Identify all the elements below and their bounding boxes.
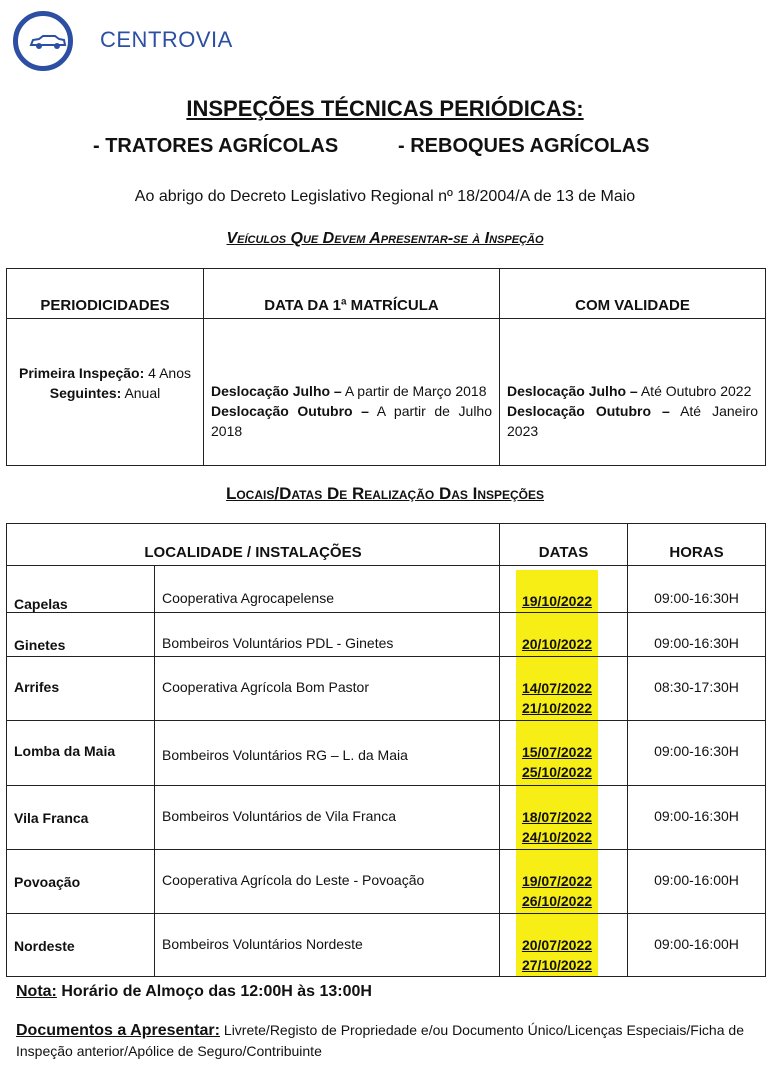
documents-note [16, 1020, 744, 1062]
inspection-date: 20/10/2022 [521, 636, 593, 652]
horas-label: 09:00-16:30H [654, 743, 739, 759]
first-inspection-value: 4 Anos [148, 365, 191, 381]
matricula-outubro [211, 401, 492, 441]
localidade-label: Povoação [14, 874, 81, 890]
horas-cell [627, 785, 766, 850]
instalacao-label: Cooperativa Agrícola Bom Pastor [162, 679, 369, 695]
header-localidade [6, 523, 500, 566]
validade-outubro-label: Deslocação Outubro – [507, 403, 670, 419]
inspection-date: 14/07/2022 [521, 680, 593, 696]
localidade-cell [6, 656, 155, 721]
horas-cell [627, 720, 766, 786]
instalacao-label: Cooperativa Agrocapelense [162, 590, 335, 606]
instalacao-label: Bombeiros Voluntários de Vila Franca [162, 808, 396, 824]
instalacao-label: Bombeiros Voluntários PDL - Ginetes [162, 635, 394, 651]
header-datas [499, 523, 628, 566]
inspection-date: 18/07/2022 [521, 809, 593, 825]
localidade-cell [6, 612, 155, 657]
instalacao-cell [154, 849, 500, 914]
note-label: Nota: [16, 983, 57, 1000]
localidade-label: Lomba da Maia [14, 743, 116, 759]
localidade-cell [6, 849, 155, 914]
header-periodicidades [6, 268, 204, 319]
first-inspection-label: Primeira Inspeção: [19, 365, 145, 381]
header-matricula [203, 268, 500, 319]
note-text: Horário de Almoço das 12:00H às 13:00H [61, 983, 372, 1000]
section-vehicles-title: Veículos Que Devem Apresentar-se à Inspeção [226, 230, 544, 247]
instalacao-cell [154, 656, 500, 721]
header-label: DATA DA 1ª MATRÍCULA [264, 297, 439, 314]
decree-text: Ao abrigo do Decreto Legislativo Regional nº 18/2004/A de 13 de Maio [134, 188, 636, 205]
inspection-date: 19/10/2022 [521, 593, 593, 609]
horas-label: 08:30-17:30H [654, 679, 739, 695]
next-inspection-value: Anual [124, 385, 161, 401]
validade-cell [499, 318, 766, 466]
horas-cell [627, 565, 766, 613]
localidade-label: Arrifes [14, 679, 60, 695]
matricula-julho [211, 381, 492, 401]
matricula-cell [203, 318, 500, 466]
lunch-note [16, 983, 372, 1001]
car-icon [29, 34, 67, 50]
horas-label: 09:00-16:30H [654, 635, 739, 651]
documents-text: Livrete/Registo de Propriedade e/ou Documento Único/Licenças Especiais/Ficha de Inspeção anterior/Apólice de Seguro/Contribuinte [16, 1022, 744, 1059]
validade-outubro [507, 401, 758, 441]
validade-julho-label: Deslocação Julho – [507, 383, 638, 399]
inspection-date: 19/07/2022 [521, 873, 593, 889]
horas-cell [627, 656, 766, 721]
inspection-date: 15/07/2022 [521, 744, 593, 760]
horas-label: 09:00-16:00H [654, 872, 739, 888]
instalacao-cell [154, 720, 500, 786]
localidade-label: Capelas [14, 596, 68, 612]
header-label: LOCALIDADE / INSTALAÇÕES [144, 544, 362, 561]
inspection-date: 26/10/2022 [521, 893, 593, 909]
header-label: DATAS [538, 544, 589, 561]
header-horas [627, 523, 766, 566]
localidade-cell [6, 720, 155, 786]
inspection-date: 20/07/2022 [521, 937, 593, 953]
subtitle-tratores: - TRATORES AGRÍCOLAS [93, 135, 339, 157]
brand-name: CENTROVIA [100, 27, 233, 52]
inspection-date: 21/10/2022 [521, 700, 593, 716]
horas-cell [627, 612, 766, 657]
section-locations-title: Locais/Datas De Realização Das Inspeções [225, 484, 545, 503]
brand-logo [13, 11, 73, 71]
localidade-cell [6, 785, 155, 850]
instalacao-cell [154, 612, 500, 657]
subtitle-reboques: - REBOQUES AGRÍCOLAS [398, 135, 650, 157]
documents-label: Documentos a Apresentar: [16, 1022, 220, 1039]
instalacao-cell [154, 785, 500, 850]
inspection-date: 24/10/2022 [521, 829, 593, 845]
localidade-label: Vila Franca [14, 810, 89, 826]
validade-outubro-value: Até Janeiro 2023 [507, 403, 758, 439]
horas-label: 09:00-16:00H [654, 936, 739, 952]
localidade-label: Ginetes [14, 637, 66, 653]
localidade-cell [6, 565, 155, 613]
matricula-julho-value: A partir de Março 2018 [344, 383, 487, 399]
horas-label: 09:00-16:30H [654, 808, 739, 824]
instalacao-label: Bombeiros Voluntários Nordeste [162, 936, 363, 952]
horas-cell [627, 849, 766, 914]
header-validade [499, 268, 766, 319]
matricula-julho-label: Deslocação Julho – [211, 383, 342, 399]
instalacao-cell [154, 565, 500, 613]
horas-label: 09:00-16:30H [654, 590, 739, 606]
next-inspection-label: Seguintes: [49, 385, 122, 401]
matricula-outubro-label: Deslocação Outubro – [211, 403, 369, 419]
validade-julho-value: Até Outubro 2022 [640, 383, 752, 399]
periodicidades-cell [6, 318, 204, 466]
inspection-date: 25/10/2022 [521, 764, 593, 780]
instalacao-label: Bombeiros Voluntários RG – L. da Maia [162, 747, 408, 763]
page-title: INSPEÇÕES TÉCNICAS PERIÓDICAS: [186, 96, 584, 121]
header-label: PERIODICIDADES [40, 297, 170, 314]
localidade-label: Nordeste [14, 938, 75, 954]
inspection-date: 27/10/2022 [521, 957, 593, 973]
header-label: HORAS [669, 544, 724, 561]
validade-julho [507, 381, 758, 401]
localidade-cell [6, 913, 155, 977]
instalacao-cell [154, 913, 500, 977]
matricula-outubro-value: A partir de Julho 2018 [211, 403, 493, 439]
horas-cell [627, 913, 766, 977]
instalacao-label: Cooperativa Agrícola do Leste - Povoação [162, 872, 425, 888]
header-label: COM VALIDADE [575, 297, 690, 314]
